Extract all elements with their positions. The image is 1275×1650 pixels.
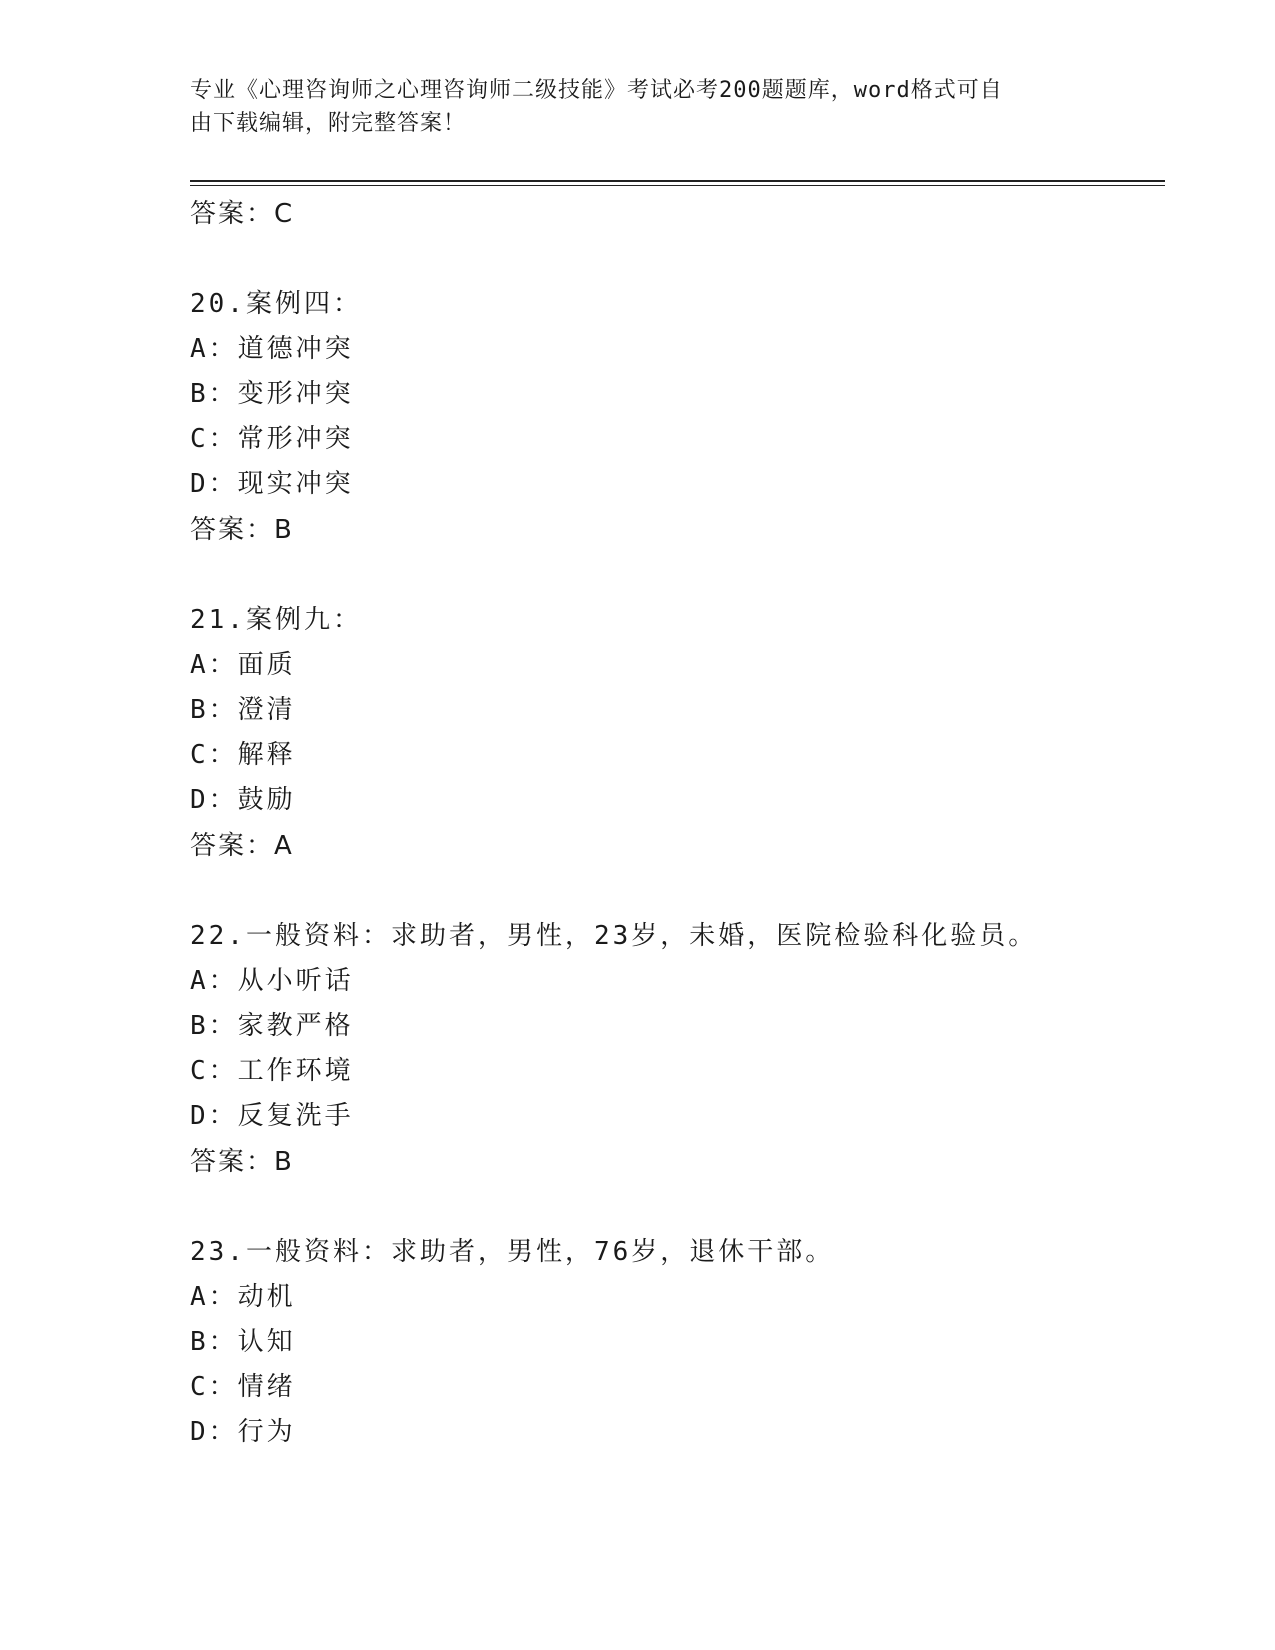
header-divider-thick [190,180,1165,182]
question-stem: 21.案例九： [190,605,362,635]
question-stem: 20.案例四： [190,289,362,319]
option-b: B：澄清 [190,695,296,725]
option-c: C：工作环境 [190,1056,354,1086]
question-stem: 22.一般资料：求助者，男性，23岁，未婚，医院检验科化验员。 [190,921,1038,951]
header-line-1: 专业《心理咨询师之心理咨询师二级技能》考试必考200题题库，word格式可自 [190,78,1003,103]
question-stem: 23.一般资料：求助者，男性，76岁，退休干部。 [190,1237,835,1267]
header-divider-thin [190,185,1165,186]
option-b: B：认知 [190,1327,296,1357]
option-c: C：解释 [190,740,296,770]
option-a: A：面质 [190,650,296,680]
option-d: D：反复洗手 [190,1101,354,1131]
answer-line: 答案：B [190,1147,294,1177]
header-line-2: 由下载编辑，附完整答案！ [190,111,467,136]
option-a: A：动机 [190,1282,296,1312]
option-b: B：变形冲突 [190,379,354,409]
option-d: D：行为 [190,1417,296,1447]
option-c: C：情绪 [190,1372,296,1402]
answer-line: 答案：B [190,515,294,545]
previous-answer: 答案：C [190,199,295,229]
option-d: D：现实冲突 [190,469,354,499]
option-b: B：家教严格 [190,1011,354,1041]
option-a: A：道德冲突 [190,334,354,364]
document-header [190,74,1090,140]
option-d: D：鼓励 [190,785,296,815]
answer-line: 答案：A [190,831,294,861]
option-a: A：从小听话 [190,966,354,996]
option-c: C：常形冲突 [190,424,354,454]
